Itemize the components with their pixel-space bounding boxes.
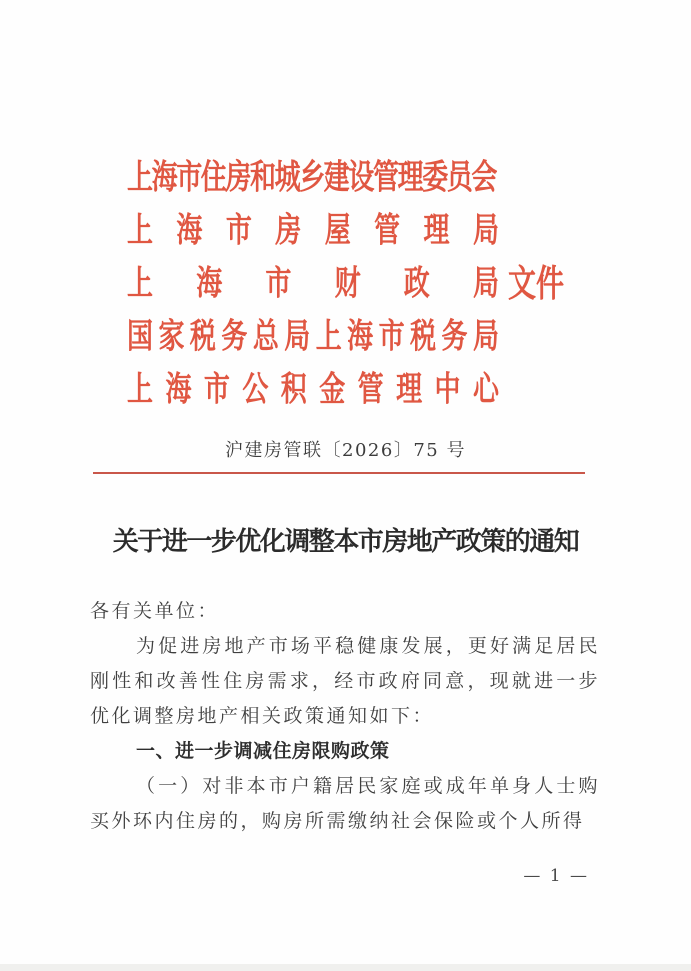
intro-paragraph: 为促进房地产市场平稳健康发展，更好满足居民刚性和改善性住房需求，经市政府同意，现就进一步优化调整房地产相关政策通知如下： — [90, 635, 600, 727]
section-1-item-1-paragraph: （一）对非本市户籍居民家庭或成年单身人士购买外环内住房的，购房所需缴纳社会保险或个人所得 — [90, 775, 600, 832]
agency-name-housing-administration: 上海市房屋管理局 — [127, 210, 499, 251]
page-number: — 1 — — [523, 866, 589, 886]
section-1-heading: 一、进一步调减住房限购政策 — [136, 740, 390, 762]
document-title: 关于进一步优化调整本市房地产政策的通知 — [112, 527, 579, 557]
red-divider-line — [93, 472, 585, 474]
salutation: 各有关单位： — [90, 600, 220, 622]
agency-name-finance-bureau: 上海市财政局 — [127, 263, 499, 304]
document-body — [90, 594, 600, 839]
letterhead — [127, 151, 597, 416]
agency-name-provident-fund-center: 上海市公积金管理中心 — [127, 369, 499, 410]
agency-name-tax-bureau: 国家税务总局上海市税务局 — [127, 316, 499, 357]
document-type-label: 文件 — [508, 261, 565, 305]
agency-name-housing-urban-rural-committee: 上海市住房和城乡建设管理委员会 — [127, 157, 497, 198]
document-reference-number: 沪建房管联〔2026〕75 号 — [225, 440, 466, 461]
scan-bottom-edge — [0, 964, 691, 971]
agency-row — [127, 355, 597, 425]
